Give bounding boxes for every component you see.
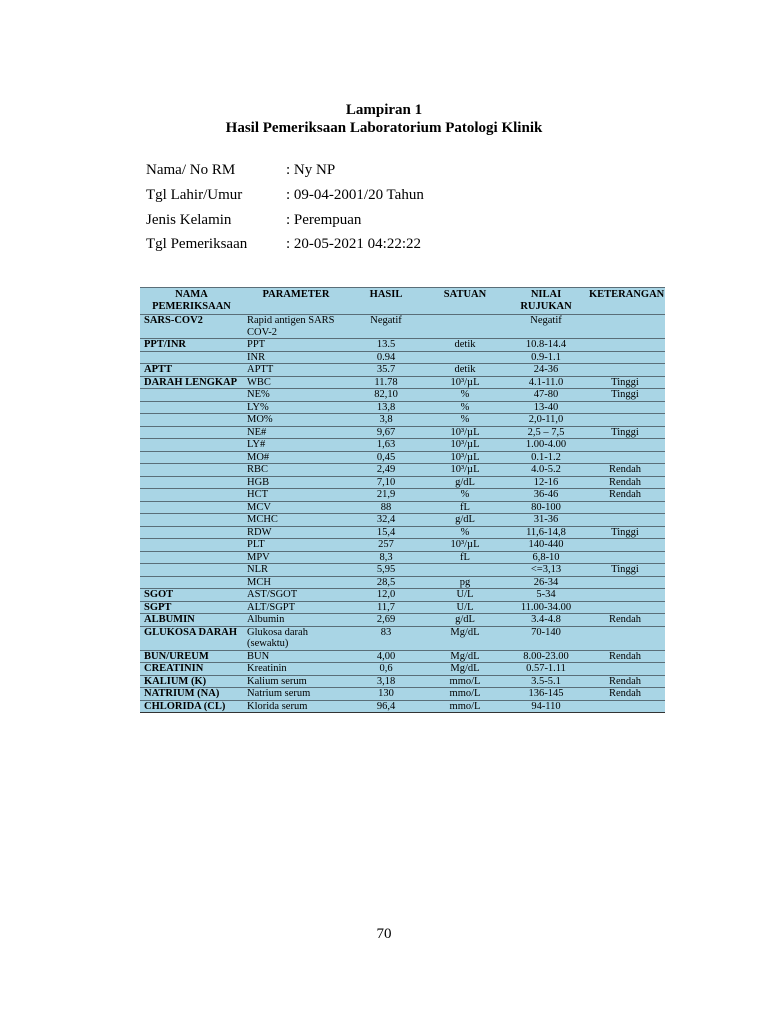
- row-name-cell: [140, 439, 243, 452]
- result-cell: 9,67: [349, 426, 423, 439]
- parameter-cell: Glukosa darah (sewaktu): [243, 626, 349, 650]
- table-row: [140, 426, 665, 439]
- parameter-cell: Rapid antigen SARS COV-2: [243, 315, 349, 339]
- header-cell: NAMA PEMERIKSAAN: [140, 288, 243, 315]
- unit-cell: 10³/µL: [423, 439, 507, 452]
- parameter-cell: NE%: [243, 389, 349, 402]
- result-cell: 8,3: [349, 551, 423, 564]
- remark-cell: [585, 626, 665, 650]
- unit-cell: g/dL: [423, 614, 507, 627]
- remark-cell: Tinggi: [585, 376, 665, 389]
- table-row: [140, 501, 665, 514]
- result-cell: 83: [349, 626, 423, 650]
- table-row: [140, 339, 665, 352]
- result-cell: 96,4: [349, 700, 423, 713]
- parameter-cell: NLR: [243, 564, 349, 577]
- row-name-cell: CREATININ: [140, 663, 243, 676]
- unit-cell: fL: [423, 551, 507, 564]
- unit-cell: 10³/µL: [423, 376, 507, 389]
- reference-cell: 0.57-1.11: [507, 663, 585, 676]
- patient-row-birth: [146, 187, 424, 204]
- reference-cell: 36-46: [507, 489, 585, 502]
- row-name-cell: GLUKOSA DARAH: [140, 626, 243, 650]
- result-cell: 0,6: [349, 663, 423, 676]
- reference-cell: 3.4-4.8: [507, 614, 585, 627]
- table-row: [140, 401, 665, 414]
- reference-cell: 31-36: [507, 514, 585, 527]
- table-row: [140, 514, 665, 527]
- parameter-cell: LY%: [243, 401, 349, 414]
- table-row: [140, 650, 665, 663]
- unit-cell: Mg/dL: [423, 626, 507, 650]
- row-name-cell: BUN/UREUM: [140, 650, 243, 663]
- unit-cell: U/L: [423, 601, 507, 614]
- reference-cell: 140-440: [507, 539, 585, 552]
- row-name-cell: [140, 564, 243, 577]
- row-name-cell: [140, 489, 243, 502]
- parameter-cell: HCT: [243, 489, 349, 502]
- remark-cell: Rendah: [585, 489, 665, 502]
- row-name-cell: DARAH LENGKAP: [140, 376, 243, 389]
- row-name-cell: [140, 401, 243, 414]
- table-row: [140, 451, 665, 464]
- patient-value: : Perempuan: [286, 212, 362, 228]
- table-row: [140, 489, 665, 502]
- table-row: [140, 564, 665, 577]
- table-row: [140, 551, 665, 564]
- reference-cell: 70-140: [507, 626, 585, 650]
- row-name-cell: SARS-COV2: [140, 315, 243, 339]
- result-cell: 32,4: [349, 514, 423, 527]
- row-name-cell: [140, 551, 243, 564]
- remark-cell: [585, 539, 665, 552]
- parameter-cell: ALT/SGPT: [243, 601, 349, 614]
- result-cell: 82,10: [349, 389, 423, 402]
- parameter-cell: Albumin: [243, 614, 349, 627]
- appendix-title: Lampiran 1: [345, 102, 423, 118]
- patient-row-name: [146, 162, 335, 179]
- remark-cell: Tinggi: [585, 426, 665, 439]
- reference-cell: 2,0-11,0: [507, 414, 585, 427]
- unit-cell: Mg/dL: [423, 663, 507, 676]
- parameter-cell: MPV: [243, 551, 349, 564]
- row-name-cell: CHLORIDA (CL): [140, 700, 243, 713]
- parameter-cell: BUN: [243, 650, 349, 663]
- lab-results-table: [140, 287, 665, 713]
- unit-cell: mmo/L: [423, 700, 507, 713]
- unit-cell: mmo/L: [423, 688, 507, 701]
- reference-cell: 6,8-10: [507, 551, 585, 564]
- patient-value: : Ny NP: [286, 162, 336, 178]
- result-cell: 13.5: [349, 339, 423, 352]
- unit-cell: 10³/µL: [423, 451, 507, 464]
- result-cell: Negatif: [349, 315, 423, 339]
- parameter-cell: PPT: [243, 339, 349, 352]
- unit-cell: detik: [423, 364, 507, 377]
- parameter-cell: WBC: [243, 376, 349, 389]
- unit-cell: g/dL: [423, 514, 507, 527]
- table-row: [140, 576, 665, 589]
- reference-cell: 11,6-14,8: [507, 526, 585, 539]
- unit-cell: %: [423, 526, 507, 539]
- row-name-cell: [140, 476, 243, 489]
- remark-cell: Rendah: [585, 614, 665, 627]
- header-cell: SATUAN: [423, 288, 507, 315]
- parameter-cell: MCH: [243, 576, 349, 589]
- page-number: 70: [376, 926, 392, 942]
- remark-cell: [585, 401, 665, 414]
- unit-cell: U/L: [423, 589, 507, 602]
- unit-cell: fL: [423, 501, 507, 514]
- parameter-cell: APTT: [243, 364, 349, 377]
- result-cell: 257: [349, 539, 423, 552]
- result-cell: 0.94: [349, 351, 423, 364]
- remark-cell: [585, 576, 665, 589]
- reference-cell: 1.00-4.00: [507, 439, 585, 452]
- result-cell: 21,9: [349, 489, 423, 502]
- patient-value: : 20-05-2021 04:22:22: [286, 236, 421, 252]
- remark-cell: Rendah: [585, 476, 665, 489]
- result-cell: 130: [349, 688, 423, 701]
- patient-label: Tgl Lahir/Umur: [146, 187, 243, 203]
- reference-cell: 0.9-1.1: [507, 351, 585, 364]
- remark-cell: Rendah: [585, 464, 665, 477]
- table-row: [140, 539, 665, 552]
- parameter-cell: MO#: [243, 451, 349, 464]
- header-cell: KETERANGAN: [585, 288, 665, 315]
- result-cell: 7,10: [349, 476, 423, 489]
- remark-cell: [585, 364, 665, 377]
- reference-cell: 5-34: [507, 589, 585, 602]
- remark-cell: Tinggi: [585, 564, 665, 577]
- unit-cell: %: [423, 414, 507, 427]
- remark-cell: Tinggi: [585, 389, 665, 402]
- reference-cell: 136-145: [507, 688, 585, 701]
- parameter-cell: Kreatinin: [243, 663, 349, 676]
- unit-cell: %: [423, 489, 507, 502]
- unit-cell: [423, 564, 507, 577]
- reference-cell: Negatif: [507, 315, 585, 339]
- reference-cell: 80-100: [507, 501, 585, 514]
- reference-cell: 24-36: [507, 364, 585, 377]
- reference-cell: 26-34: [507, 576, 585, 589]
- table-row: [140, 700, 665, 713]
- unit-cell: 10³/µL: [423, 464, 507, 477]
- table-row: [140, 601, 665, 614]
- remark-cell: [585, 589, 665, 602]
- row-name-cell: [140, 351, 243, 364]
- unit-cell: pg: [423, 576, 507, 589]
- row-name-cell: APTT: [140, 364, 243, 377]
- reference-cell: 3.5-5.1: [507, 675, 585, 688]
- header-cell: NILAI RUJUKAN: [507, 288, 585, 315]
- reference-cell: 12-16: [507, 476, 585, 489]
- row-name-cell: [140, 414, 243, 427]
- table-row: [140, 351, 665, 364]
- reference-cell: 11.00-34.00: [507, 601, 585, 614]
- remark-cell: [585, 414, 665, 427]
- result-cell: 13,8: [349, 401, 423, 414]
- parameter-cell: MO%: [243, 414, 349, 427]
- row-name-cell: SGPT: [140, 601, 243, 614]
- patient-value: : 09-04-2001/20 Tahun: [286, 187, 424, 203]
- result-cell: 35.7: [349, 364, 423, 377]
- unit-cell: g/dL: [423, 476, 507, 489]
- table-header-row: [140, 288, 665, 315]
- result-cell: 3,8: [349, 414, 423, 427]
- remark-cell: [585, 700, 665, 713]
- table-row: [140, 364, 665, 377]
- table-row: [140, 476, 665, 489]
- result-cell: 4,00: [349, 650, 423, 663]
- reference-cell: 2,5 – 7,5: [507, 426, 585, 439]
- row-name-cell: [140, 526, 243, 539]
- header-cell: HASIL: [349, 288, 423, 315]
- unit-cell: [423, 351, 507, 364]
- remark-cell: Rendah: [585, 675, 665, 688]
- patient-row-gender: [146, 212, 361, 229]
- result-cell: 11,7: [349, 601, 423, 614]
- reference-cell: 4.1-11.0: [507, 376, 585, 389]
- row-name-cell: [140, 576, 243, 589]
- remark-cell: [585, 351, 665, 364]
- table-row: [140, 614, 665, 627]
- result-cell: 0,45: [349, 451, 423, 464]
- remark-cell: [585, 514, 665, 527]
- unit-cell: 10³/µL: [423, 539, 507, 552]
- result-cell: 1,63: [349, 439, 423, 452]
- remark-cell: Rendah: [585, 688, 665, 701]
- table-row: [140, 626, 665, 650]
- parameter-cell: NE#: [243, 426, 349, 439]
- table-body: [140, 315, 665, 713]
- row-name-cell: [140, 539, 243, 552]
- unit-cell: [423, 315, 507, 339]
- row-name-cell: PPT/INR: [140, 339, 243, 352]
- remark-cell: [585, 601, 665, 614]
- table-row: [140, 315, 665, 339]
- patient-label: Tgl Pemeriksaan: [146, 236, 248, 252]
- row-name-cell: [140, 426, 243, 439]
- remark-cell: [585, 451, 665, 464]
- parameter-cell: Kalium serum: [243, 675, 349, 688]
- patient-row-exam-date: [146, 236, 421, 253]
- result-cell: 3,18: [349, 675, 423, 688]
- unit-cell: %: [423, 401, 507, 414]
- row-name-cell: SGOT: [140, 589, 243, 602]
- row-name-cell: ALBUMIN: [140, 614, 243, 627]
- parameter-cell: RDW: [243, 526, 349, 539]
- parameter-cell: Natrium serum: [243, 688, 349, 701]
- reference-cell: 8.00-23.00: [507, 650, 585, 663]
- reference-cell: 10.8-14.4: [507, 339, 585, 352]
- parameter-cell: MCHC: [243, 514, 349, 527]
- parameter-cell: INR: [243, 351, 349, 364]
- reference-cell: 0.1-1.2: [507, 451, 585, 464]
- table-row: [140, 464, 665, 477]
- row-name-cell: NATRIUM (NA): [140, 688, 243, 701]
- table-row: [140, 526, 665, 539]
- parameter-cell: LY#: [243, 439, 349, 452]
- parameter-cell: RBC: [243, 464, 349, 477]
- result-cell: 11.78: [349, 376, 423, 389]
- result-cell: 15,4: [349, 526, 423, 539]
- unit-cell: %: [423, 389, 507, 402]
- remark-cell: [585, 315, 665, 339]
- result-cell: 88: [349, 501, 423, 514]
- result-cell: 2,49: [349, 464, 423, 477]
- remark-cell: [585, 663, 665, 676]
- remark-cell: [585, 439, 665, 452]
- reference-cell: 4.0-5.2: [507, 464, 585, 477]
- header-cell: PARAMETER: [243, 288, 349, 315]
- row-name-cell: [140, 389, 243, 402]
- reference-cell: <=3,13: [507, 564, 585, 577]
- table-row: [140, 663, 665, 676]
- remark-cell: [585, 339, 665, 352]
- table-row: [140, 675, 665, 688]
- unit-cell: detik: [423, 339, 507, 352]
- table-row: [140, 688, 665, 701]
- reference-cell: 13-40: [507, 401, 585, 414]
- row-name-cell: [140, 501, 243, 514]
- reference-cell: 47-80: [507, 389, 585, 402]
- result-cell: 5,95: [349, 564, 423, 577]
- table-row: [140, 414, 665, 427]
- parameter-cell: AST/SGOT: [243, 589, 349, 602]
- remark-cell: Rendah: [585, 650, 665, 663]
- row-name-cell: [140, 514, 243, 527]
- result-cell: 28,5: [349, 576, 423, 589]
- result-cell: 12,0: [349, 589, 423, 602]
- parameter-cell: PLT: [243, 539, 349, 552]
- unit-cell: 10³/µL: [423, 426, 507, 439]
- document-title: Hasil Pemeriksaan Laboratorium Patologi Klinik: [225, 120, 543, 136]
- patient-label: Nama/ No RM: [146, 162, 236, 178]
- unit-cell: Mg/dL: [423, 650, 507, 663]
- patient-label: Jenis Kelamin: [146, 212, 232, 228]
- result-cell: 2,69: [349, 614, 423, 627]
- parameter-cell: Klorida serum: [243, 700, 349, 713]
- row-name-cell: [140, 451, 243, 464]
- table-row: [140, 439, 665, 452]
- table-row: [140, 589, 665, 602]
- table-row: [140, 376, 665, 389]
- remark-cell: Tinggi: [585, 526, 665, 539]
- remark-cell: [585, 551, 665, 564]
- reference-cell: 94-110: [507, 700, 585, 713]
- unit-cell: mmo/L: [423, 675, 507, 688]
- parameter-cell: HGB: [243, 476, 349, 489]
- parameter-cell: MCV: [243, 501, 349, 514]
- remark-cell: [585, 501, 665, 514]
- row-name-cell: KALIUM (K): [140, 675, 243, 688]
- row-name-cell: [140, 464, 243, 477]
- table-row: [140, 389, 665, 402]
